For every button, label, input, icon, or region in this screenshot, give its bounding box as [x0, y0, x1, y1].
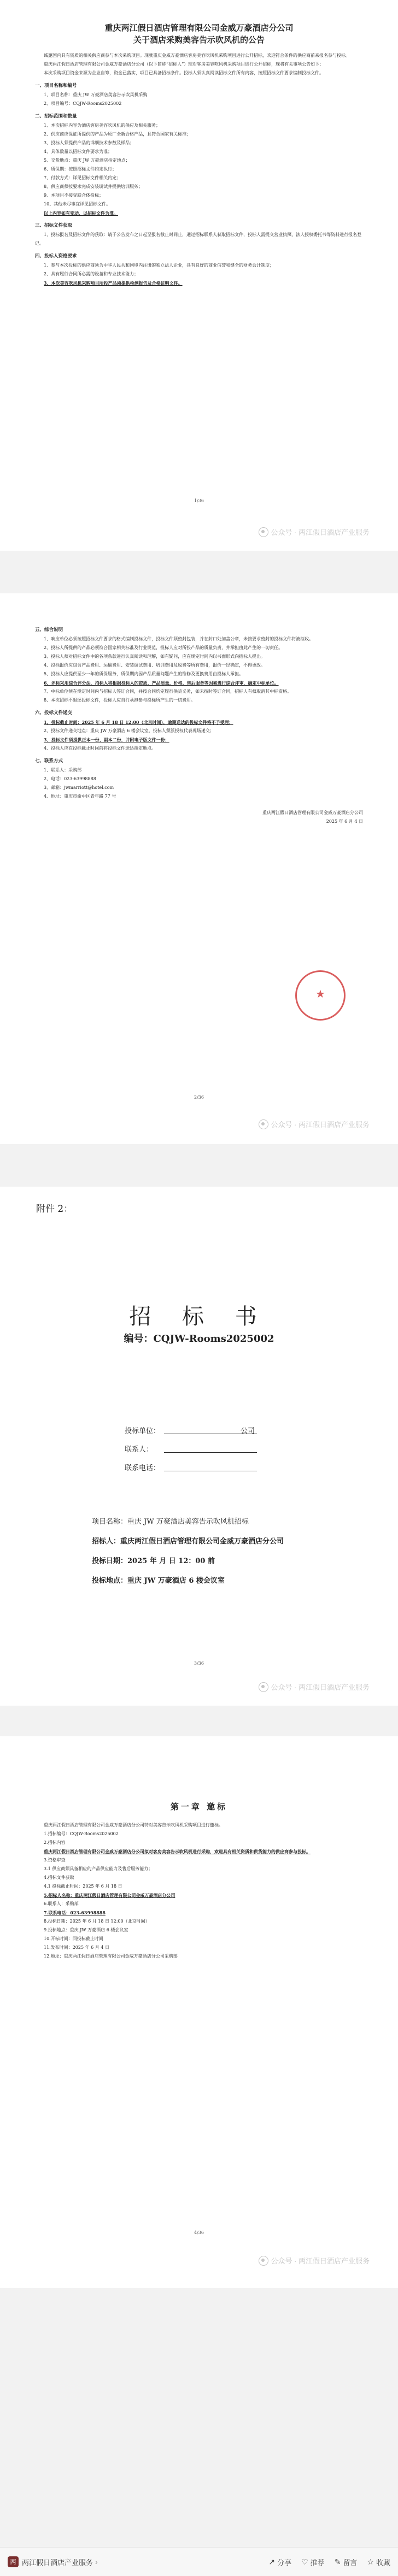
wechat-icon — [259, 1682, 268, 1692]
page-1-list-item: 2、具有履行合同所必需的设备和专业技术能力； — [44, 272, 139, 276]
page-1-paragraph: 1、投标报名及招标文件的获取：请于公告发布之日起至报名截止时间止，通过招标联系人获取招标文件，投标人需提交营业执照、法人授权委托书等资料进行报名登记。 — [35, 232, 362, 246]
page-2-highlight: 3、投标文件须提供正本一份、副本二份，并附电子版文件一份； — [44, 737, 169, 742]
comment-label: 留言 — [343, 2558, 358, 2567]
contact-phone-label: 联系电话： — [125, 1464, 161, 1472]
bidder-company-label: 投标单位： — [125, 1427, 161, 1435]
page-2-paragraph: 2、投标人所提供的产品必须符合国家相关标准及行业规范，投标人应对所投产品的质量负责，并承担由此产生的一切责任。 — [44, 645, 283, 650]
bid-date: 投标日期：2025 年 月 日 12：00 前 — [92, 1557, 215, 1565]
page-2-paragraph: 7、中标单位须在规定时间内与招标人签订合同，并按合同约定履行供货义务，如未按时签订合同，招标人有权取消其中标资格。 — [44, 689, 292, 694]
page-4-item: 4.1 投标截止时间：2025 年 6 月 18 日 — [44, 1884, 122, 1889]
page-2-contact-item: 3、邮箱：jwmarriott@hotel.com — [44, 785, 114, 790]
footer-actions — [268, 2557, 390, 2567]
page-2-paragraph: 1、响应单位必须按照招标文件要求的格式编制投标文件，投标文件须密封包装，并在封口处加盖公章，未按要求密封的投标文件将被拒收。 — [44, 636, 314, 641]
page-4-highlight: 5.招标人名称：重庆两江假日酒店管理有限公司金威万豪酒店分公司 — [44, 1893, 175, 1898]
page-4-intro: 重庆两江假日酒店管理有限公司金威万豪酒店分公司特对美容告示吹风机采购项目进行邀标。 — [44, 1823, 223, 1828]
watermark-text: 公众号 · 两江假日酒店产业服务 — [271, 2257, 370, 2265]
page-1-paragraph: 本次采购项目资金来源为企业自筹，资金已落实，项目已具备招标条件。投标人须认真阅读招标文件所有内容，按照招标文件要求编制投标文件。 — [44, 70, 324, 75]
page-1-list-item: 1、参与本次投标的供应商须为中华人民共和国境内注册的独立法人企业，具有良好的商业信誉和健全的财务会计制度； — [44, 263, 274, 268]
article-footer-bar — [0, 2547, 398, 2576]
page-1-list-item: 2、供应商应保证所提供的产品为原厂全新合格产品，且符合国家有关标准； — [44, 132, 191, 137]
watermark — [259, 527, 370, 537]
share-label: 分享 — [277, 2558, 292, 2567]
page-4-number: 4/36 — [194, 2230, 204, 2235]
page-4-highlight: 重庆两江假日酒店管理有限公司金威万豪酒店分公司拟对客房美容告示吹风机进行采购，欢迎具有相关资质和供货能力的供应商参与投标。 — [44, 1849, 311, 1854]
page-1-title-line-1: 重庆两江假日酒店管理有限公司金威万豪酒店分公司 — [104, 23, 294, 33]
recommend-button[interactable] — [301, 2557, 325, 2567]
chapter-title: 第一章 邀标 — [170, 1802, 228, 1812]
page-4-item: 11.发布时间：2025 年 6 月 4 日 — [44, 1945, 109, 1950]
page-1-paragraph: 重庆两江假日酒店管理有限公司金威万豪酒店分公司（以下简称“招标人”）现对客房美容吹风机采购项目进行公开招标，现将有关事项公告如下： — [44, 62, 324, 67]
bid-location: 投标地点：重庆 JW 万豪酒店 6 楼会议室 — [92, 1577, 225, 1585]
page-1-number: 1/36 — [194, 498, 204, 503]
page-gap — [0, 1706, 398, 1736]
page-1-intro: 诚邀国内具有资质的相关供应商参与本次采购项目。现就重庆金威万豪酒店客房美容吹风机采购项目进行公开招标，欢迎符合条件的供应商前来报名参与投标。 — [44, 53, 350, 58]
page-1-list-item: 5、交货地点：重庆 JW 万豪酒店指定地点； — [44, 158, 130, 163]
page-2-paragraph: 5、投标人应提供至少一年的质保服务，质保期内因产品质量问题产生的维修及更换费用由投标人承担。 — [44, 671, 244, 676]
watermark-text: 公众号 · 两江假日酒店产业服务 — [271, 528, 370, 537]
page-gap — [0, 1144, 398, 1187]
page-1-highlight: 以上内容如有变动，以招标文件为准。 — [44, 210, 118, 216]
page-2-number: 2/36 — [194, 1095, 204, 1100]
page-2-highlight: 1、投标截止时间：2025 年 6 月 18 日 12:00（北京时间），逾期送达的投标文件将不予受理； — [44, 720, 233, 725]
page-1-section-2-title: 二、招标范围和数量 — [35, 114, 77, 119]
page-4-item: 2.招标内容 — [44, 1840, 66, 1845]
page-1-list-item: 2、项目编号：CQJW-Rooms2025002 — [44, 101, 122, 106]
cover-title: 招 标 书 — [129, 1304, 269, 1329]
page-4-item: 3.1 供应商须具备相应的产品供应能力及售后服务能力； — [44, 1866, 153, 1871]
page-1-title-line-2: 关于酒店采购美容告示吹风机的公告 — [133, 35, 265, 45]
like-icon: ♡ — [301, 2557, 308, 2566]
page-2 — [0, 593, 398, 1144]
page-2-section-6-title: 六、投标文件递交 — [35, 710, 73, 716]
attachment-label: 附件 2： — [36, 1204, 73, 1215]
page-1-list-item: 9、本项目不接受联合体投标； — [44, 193, 104, 198]
page-2-signature-date: 2025 年 6 月 4 日 — [326, 819, 363, 824]
company-seal — [295, 970, 346, 1021]
page-2-paragraph: 4、投标报价应包含产品费用、运输费用、安装调试费用、培训费用及税费等所有费用，报价一经确定，不得更改。 — [44, 663, 266, 668]
page-4-item: 10.开标时间：同投标截止时间 — [44, 1936, 103, 1941]
page-4-item: 8.投标日期：2025 年 6 月 18 日 12:00（北京时间） — [44, 1919, 150, 1924]
bidder-company-suffix: 公司 — [241, 1427, 255, 1435]
project-name: 项目名称：重庆 JW 万豪酒店美容告示吹风机招标 — [92, 1518, 249, 1526]
chevron-right-icon[interactable]: › — [95, 2557, 98, 2566]
watermark — [259, 1119, 370, 1129]
wechat-icon — [259, 527, 268, 537]
favorite-label: 收藏 — [376, 2558, 390, 2567]
page-4-item: 12.地址：重庆两江假日酒店管理有限公司金威万豪酒店分公司采购部 — [44, 1954, 178, 1959]
page-1-list-item: 7、付款方式：详见招标文件相关约定； — [44, 175, 121, 180]
comment-icon: ✎ — [334, 2557, 341, 2566]
page-4-highlight: 7.联系电话：023-63998888 — [44, 1910, 106, 1915]
page-4-item: 4.招标文件获取 — [44, 1875, 74, 1880]
page-3-number: 3/36 — [194, 1661, 204, 1666]
page-2-paragraph: 3、投标人须对招标文件中的各项条款进行认真阅读和理解，如有疑问，应在规定时间内以书面形式向招标人提出。 — [44, 654, 266, 659]
page-4 — [0, 1736, 398, 2288]
wechat-icon — [259, 2256, 268, 2266]
page-1-list-item: 10、其他未尽事宜详见招标文件。 — [44, 202, 111, 207]
account-name[interactable]: 两江假日酒店产业服务 — [22, 2558, 93, 2567]
tenderer: 招标人：重庆两江假日酒店管理有限公司金威万豪酒店分公司 — [92, 1537, 284, 1546]
comment-button[interactable] — [335, 2557, 358, 2567]
page-2-contact-item: 4、地址：重庆市渝中区青年路 77 号 — [44, 794, 116, 799]
page-1-section-3-title: 三、招标文件获取 — [35, 223, 73, 228]
share-icon: ↗ — [268, 2557, 276, 2566]
page-2-list-item: 4、投标人应在投标截止时间前将投标文件送达指定地点。 — [44, 746, 156, 751]
page-1-highlight: 3、本次美容吹风机采购项目所投产品须提供检测报告及合格证明文件。 — [44, 280, 183, 286]
cover-number: 编号：CQJW-Rooms2025002 — [124, 1333, 274, 1345]
page-4-item: 9.投标地点：重庆 JW 万豪酒店 6 楼会议室 — [44, 1927, 128, 1932]
page-1 — [0, 0, 398, 551]
page-2-contact-item: 2、电话：023-63998888 — [44, 776, 96, 781]
recommend-label: 推荐 — [310, 2558, 325, 2567]
page-4-item: 3.资格审查 — [44, 1858, 66, 1862]
watermark — [259, 1682, 370, 1692]
page-1-list-item: 4、具体数量以招标文件要求为准； — [44, 149, 113, 154]
page-2-highlight: 6、评标采用综合评分法，招标人将根据投标人的资质、产品质量、价格、售后服务等因素进行综合评审，确定中标单位。 — [44, 680, 279, 686]
page-gap — [0, 551, 398, 593]
page-1-list-item: 3、投标人须提供产品的详细技术参数及样品； — [44, 140, 134, 145]
watermark-text: 公众号 · 两江假日酒店产业服务 — [271, 1121, 370, 1129]
favorite-button[interactable] — [367, 2557, 390, 2567]
watermark-text: 公众号 · 两江假日酒店产业服务 — [271, 1683, 370, 1691]
page-1-list-item: 6、质保期：按照招标文件约定执行； — [44, 167, 117, 172]
page-4-item: 6.联系人：采购部 — [44, 1901, 79, 1906]
page-2-section-5-title: 五、综合说明 — [35, 627, 63, 633]
page-4-item: 1.招标编号：CQJW-Rooms2025002 — [44, 1831, 119, 1836]
page-1-section-1-title: 一、项目名称和编号 — [35, 83, 77, 89]
page-1-list-item: 1、本次招标内容为酒店客房美容吹风机的供应及相关服务； — [44, 123, 161, 128]
page-2-paragraph: 8、本次招标不退还投标文件，投标人应自行承担参与投标所产生的一切费用。 — [44, 698, 196, 703]
share-button[interactable] — [268, 2557, 291, 2567]
contact-person-label: 联系人： — [125, 1446, 154, 1454]
page-1-section-4-title: 四、投标人资格要求 — [35, 254, 77, 259]
watermark — [259, 2255, 370, 2266]
page-3 — [0, 1187, 398, 1706]
page-gap — [0, 2288, 398, 2547]
page-1-list-item: 8、供应商须按要求完成安装调试并提供培训服务； — [44, 184, 143, 189]
page-2-signature-company: 重庆两江假日酒店管理有限公司金威万豪酒店分公司 — [262, 810, 363, 815]
page-2-contact-item: 1、联系人：采购部 — [44, 768, 82, 773]
page-2-list-item: 2、投标文件递交地点：重庆 JW 万豪酒店 6 楼会议室，投标人须派授权代表现场递交； — [44, 728, 214, 733]
wechat-icon — [259, 1119, 268, 1129]
star-icon: ☆ — [367, 2557, 374, 2566]
account-logo-icon[interactable]: 两 — [8, 2556, 19, 2567]
contact-person-line — [164, 1452, 257, 1453]
page-2-section-7-title: 七、联系方式 — [35, 758, 63, 764]
page-1-list-item: 1、项目名称：重庆 JW 万豪酒店美容告示吹风机采购 — [44, 92, 148, 97]
